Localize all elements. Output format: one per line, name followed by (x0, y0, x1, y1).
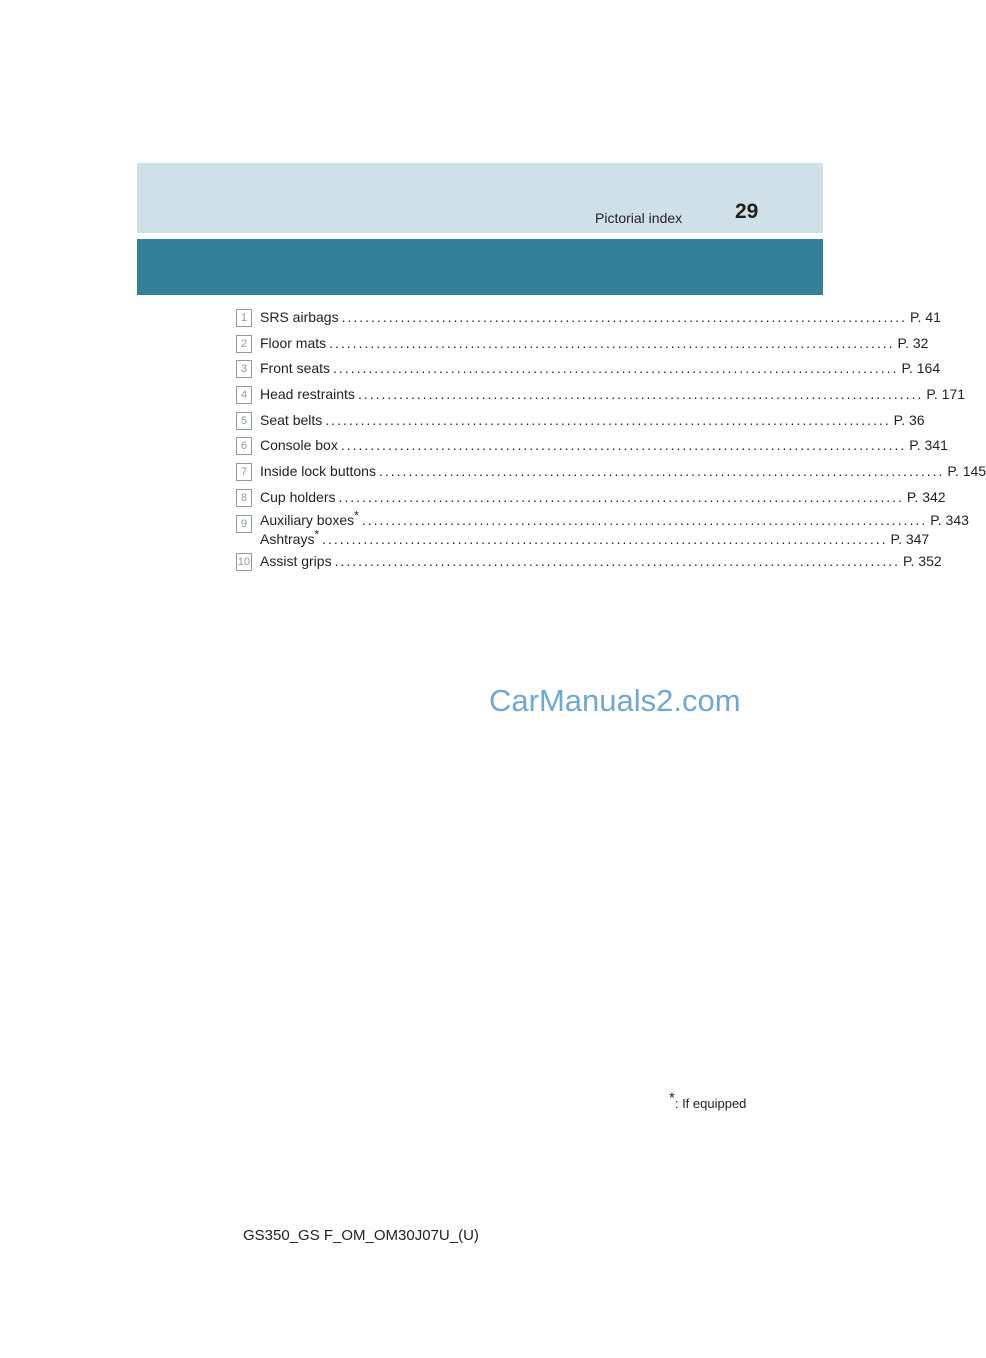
page-reference-link[interactable]: P. 341 (909, 437, 948, 454)
index-item-front-seats[interactable] (236, 356, 941, 382)
header-band (137, 163, 823, 233)
footnote (669, 1089, 747, 1111)
page-reference-link[interactable]: P. 32 (897, 334, 929, 351)
index-item-cup-holders[interactable] (236, 485, 946, 511)
item-label: Assist grips (260, 552, 332, 569)
item-label: Console box (260, 437, 338, 454)
index-item-seat-belts[interactable] (236, 408, 925, 434)
item-label: Inside lock buttons (260, 463, 376, 480)
page-reference-link[interactable]: P. 343 (930, 511, 969, 528)
item-sub-label-text: Ashtrays (260, 530, 315, 547)
dot-leader: ................................................................................................ (341, 309, 907, 325)
item-label: Floor mats (260, 334, 327, 351)
dot-leader: ................................................................................................ (333, 360, 899, 377)
item-number-badge: 2 (236, 335, 252, 353)
item-number-badge: 8 (236, 489, 252, 507)
if-equipped-asterisk: * (354, 507, 359, 522)
item-number-badge: 6 (236, 437, 252, 455)
dot-leader: ................................................................................................ (357, 386, 924, 403)
item-label: Cup holders (260, 488, 336, 505)
page-reference-link[interactable]: P. 171 (926, 386, 966, 403)
index-item-assist-grips[interactable] (236, 549, 942, 575)
dot-leader: ................................................................................................ (322, 530, 888, 547)
item-sub-label (260, 526, 320, 549)
dot-leader: ................................................................................................ (325, 411, 891, 428)
index-item-console-box[interactable] (236, 433, 948, 459)
dot-leader: ................................................................................................ (338, 488, 904, 505)
ashtrays-line[interactable] (236, 526, 930, 549)
footnote-text: : If equipped (674, 1096, 747, 1111)
index-item-floor-mats[interactable] (236, 331, 929, 357)
title-bar (137, 239, 823, 295)
item-number-badge: 3 (236, 360, 252, 378)
item-number-badge: 5 (236, 412, 252, 430)
item-number-badge: 4 (236, 386, 252, 404)
dot-leader: ................................................................................................ (378, 463, 945, 480)
item-number-badge: 1 (236, 309, 252, 327)
dot-leader: ................................................................................................ (340, 437, 907, 454)
index-item-srs-airbags[interactable] (236, 305, 941, 331)
auxiliary-boxes-line[interactable] (236, 507, 969, 530)
page-reference-link[interactable]: P. 164 (901, 360, 941, 377)
page-reference-link[interactable]: P. 41 (910, 309, 941, 325)
page-reference-link[interactable]: P. 342 (906, 488, 946, 505)
item-number-badge: 7 (236, 463, 252, 481)
item-label: Front seats (260, 360, 331, 377)
page-reference-link[interactable]: P. 36 (893, 411, 925, 428)
section-title: Pictorial index (595, 210, 683, 226)
dot-leader: ................................................................................................ (361, 511, 928, 528)
if-equipped-asterisk: * (314, 526, 320, 541)
index-list (236, 305, 986, 574)
watermark-text: CarManuals2.com (489, 683, 741, 718)
item-label: Seat belts (260, 411, 323, 428)
item-label: Head restraints (260, 386, 355, 403)
index-item-inside-lock-buttons[interactable] (236, 459, 986, 485)
page-number: 29 (735, 200, 759, 223)
item-label: SRS airbags (260, 309, 339, 325)
item-label-text: Auxiliary boxes (260, 511, 355, 528)
item-number-badge: 9 (236, 515, 252, 533)
page-reference-link[interactable]: P. 145 (947, 463, 986, 480)
index-item-head-restraints[interactable] (236, 382, 966, 408)
footnote-asterisk: * (669, 1089, 675, 1107)
page-reference-link[interactable]: P. 352 (902, 552, 942, 569)
document-code: GS350_GS F_OM_OM30J07U_(U) (243, 1227, 479, 1244)
page-reference-link[interactable]: P. 347 (890, 530, 930, 547)
dot-leader: ................................................................................................ (329, 334, 895, 351)
item-label (260, 507, 359, 530)
item-number-badge: 10 (236, 553, 252, 571)
index-item-auxiliary-boxes[interactable] (236, 507, 969, 549)
dot-leader: ................................................................................................ (334, 552, 900, 569)
